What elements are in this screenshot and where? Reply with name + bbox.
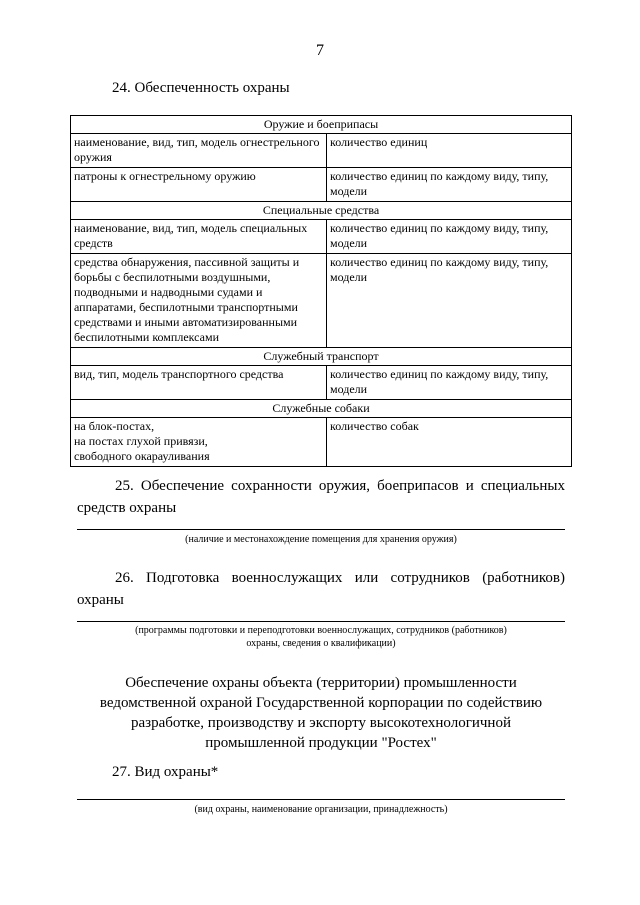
table-row	[71, 418, 572, 467]
group-dogs-header: Служебные собаки	[71, 400, 572, 418]
table-row	[71, 134, 572, 168]
rostec-heading-line: Обеспечение охраны объекта (территории) промышленности	[125, 675, 517, 691]
section-26-caption-line-1: (программы подготовки и переподготовки военнослужащих, сотрудников (работников)	[135, 625, 507, 636]
section-26-paragraph	[77, 567, 565, 611]
section-26-caption	[77, 624, 565, 650]
section-25-line-1: 25. Обеспечение сохранности оружия, боеприпасов и специальных	[115, 478, 565, 494]
section-25-line-2: средств охраны	[77, 500, 177, 516]
fill-in-line	[77, 799, 565, 800]
table-cell: количество единиц по каждому виду, типу, модели	[327, 254, 572, 348]
security-provision-table	[70, 115, 572, 467]
group-weapons-header: Оружие и боеприпасы	[71, 116, 572, 134]
table-cell: вид, тип, модель транспортного средства	[71, 366, 327, 400]
section-26-line-1: 26. Подготовка военнослужащих или сотрудников (работников)	[115, 570, 565, 586]
table-cell: количество единиц по каждому виду, типу, модели	[327, 168, 572, 202]
section-26-caption-line-2: охраны, сведения о квалификации)	[246, 638, 396, 649]
section-25-caption: (наличие и местонахождение помещения для хранения оружия)	[185, 534, 457, 545]
group-transport-header: Служебный транспорт	[71, 348, 572, 366]
table-group-header	[71, 116, 572, 134]
section-25-paragraph	[77, 475, 565, 519]
table-cell: количество собак	[327, 418, 572, 467]
cell-line: свободного окарауливания	[74, 449, 210, 463]
table-row	[71, 220, 572, 254]
table-row	[71, 168, 572, 202]
group-special-header: Специальные средства	[71, 202, 572, 220]
table-cell: количество единиц по каждому виду, типу, модели	[327, 366, 572, 400]
rostec-heading	[77, 673, 565, 753]
section-27-title: 27. Вид охраны*	[112, 764, 219, 780]
fill-in-line	[77, 621, 565, 622]
rostec-heading-line: промышленной продукции "Ростех"	[205, 735, 437, 751]
fill-in-line	[77, 529, 565, 530]
table-cell	[71, 418, 327, 467]
table-row	[71, 254, 572, 348]
section-26-line-2: охраны	[77, 592, 124, 608]
table-cell: средства обнаружения, пассивной защиты и борьбы с беспилотными воздушными, подводными и надводными судами и аппаратами, беспилотными транспортными средствами и иными автоматизированными беспилотными комплексами	[71, 254, 327, 348]
section-27-caption: (вид охраны, наименование организации, принадлежность)	[194, 804, 448, 815]
table-cell: наименование, вид, тип, модель огнестрельного оружия	[71, 134, 327, 168]
table-cell: количество единиц	[327, 134, 572, 168]
table-group-header	[71, 400, 572, 418]
rostec-heading-line: ведомственной охраной Государственной корпорации по содействию	[99, 695, 543, 711]
table-group-header	[71, 202, 572, 220]
table-row	[71, 366, 572, 400]
page-number: 7	[316, 42, 324, 59]
cell-line: на постах глухой привязи,	[74, 434, 208, 448]
table-cell: патроны к огнестрельному оружию	[71, 168, 327, 202]
section-24-title: 24. Обеспеченность охраны	[112, 80, 290, 96]
rostec-heading-line: разработке, производству и экспорту высокотехнологичной	[131, 715, 511, 731]
table-group-header	[71, 348, 572, 366]
table-cell: количество единиц по каждому виду, типу, модели	[327, 220, 572, 254]
table-cell: наименование, вид, тип, модель специальных средств	[71, 220, 327, 254]
cell-line: на блок-постах,	[74, 419, 155, 433]
